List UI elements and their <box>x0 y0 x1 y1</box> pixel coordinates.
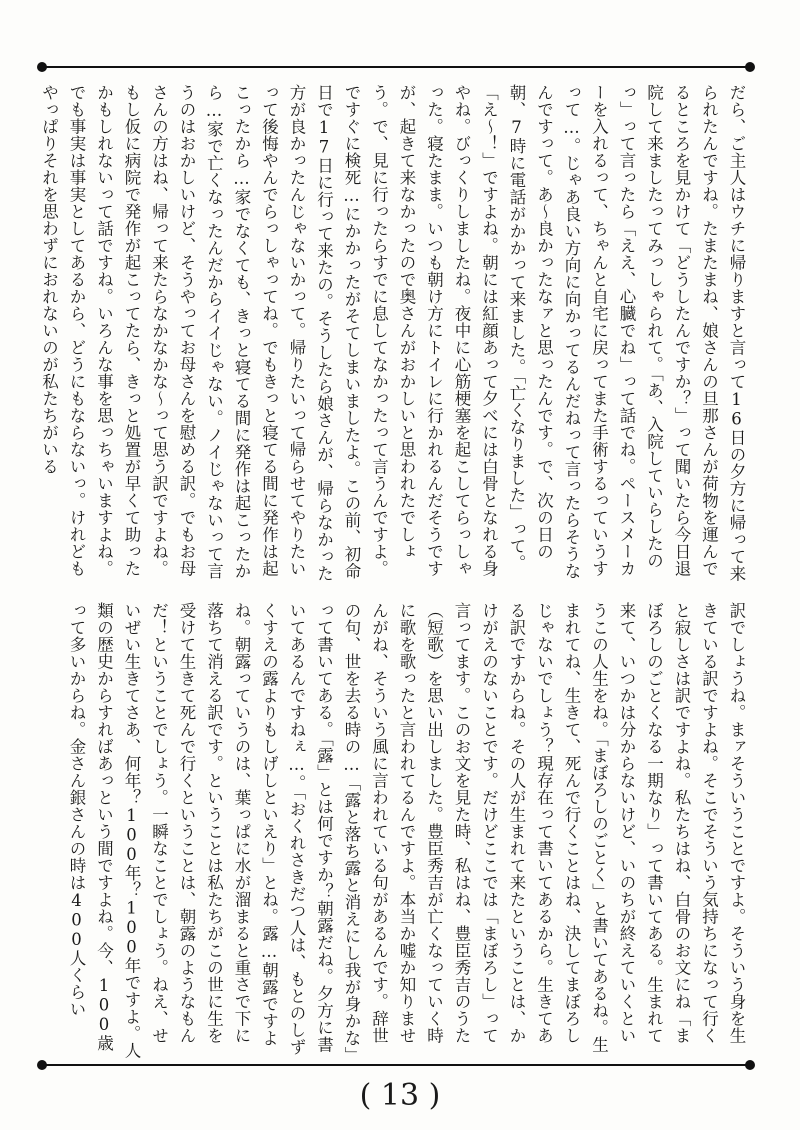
top-paragraph: だら、ご主人はウチに帰りますと言って16日の夕方に帰って来られたんですね。たまたまね、娘さんの旦那さんが荷物を運んでるところを見かけて「どうしたんですか？」って聞いたら今日退院して来ましたってみっしゃられて。「あ、入院していらしたのっ」って言ったら「ええ、心臓でね」って話でね。ペースメーカーを入れるって、ちゃんと自宅に戻ってまた手術するっていうすって…。じゃあ良い方向に向かってるんだねって言ったらそうなんですって。あ〜良かったなァと思ったんです。で、次の日の朝、7時に電話がかかって来ました。「亡くなりました」って。「え〜！」ですよね。朝には紅顔あって夕べには白骨となれる身やね。びっくりしましたね。夜中に心筋梗塞を起こしてらっしゃった。寝たまま。いつも朝け方にトイレに行かれるんだそうですが、起きて来なかったので奥さんがおかしいと思われたでしょう。で、見に行ったらすでに息してなかったって言うんですよ。ですぐに検死…にかかったがそてしまいましたよ。この前、初命日で17日に行って来たの。そうしたら娘さんが、帰らなかった方が良かったんじゃないかって。帰りたいって帰らせてやりたいって後悔やんでらっしゃってね。でもきっと寝てる間に発作は起こったから…家でなくても、きっと寝てる間に発作は起こったから…家で亡くなったんだからイイじゃない。ノイじゃないって言うのはおかしいけど、そうやってお母さんを慰める訳。でもお母さんの方はね、帰って来たらなかなかな〜って思う訳ですよね。もし仮に病院で発作が起こってたら、きっと処置が早くて助ったかもしれないって話ですね。いろんな事を思っちゃいますよね。でも事実は事実としてあるから、どうにもならないっ。けれどもやっぱりそれを思わずにおれないのが私たちがいる <box>39 84 746 582</box>
top-divider <box>40 66 752 68</box>
divider-dot-left <box>37 1060 47 1070</box>
top-text-block <box>39 84 750 584</box>
divider-dot-right <box>745 62 755 72</box>
bottom-text-block <box>50 602 750 1060</box>
divider-dot-left <box>37 62 47 72</box>
bottom-paragraph: 訳でしょうね。まァそういうことですよ。そういう身を生きている訳ですよね。そこでそういう気持ちになって行くと寂しさは訳ですよね。私たちはね、白骨のお文にね「まぼろしのごとくなる一期なり」って書いてある。生まれて来て、いつかは分からないけど、いのちが終えていくというこの人生をね。「まぼろしのごとく」と書いてあるね。生まれてね、生きて、死んで行くことはね、決してまぼろしじゃないでしょう？現存在って書いてあるから。生きてある訳ですからね。その人が生まれて来たということは、かけがえのないことです。だけどここでは「まぼろし」って言ってます。このお文を見た時、私はね、豊臣秀吉のうた（短歌）を思い出しました。豊臣秀吉が亡くなっていく時に歌を歌ったと言われてるんですよ。本当か嘘か知りませんがね、そういう風に言われている句があるんです。辞世の句、世を去る時の…「露と落ち露と消えにし我が身かな」って書いてある。「露」とは何ですか？朝露だね。夕方に書いてあるんですねぇ…。「おくれさきだつ人は、もとのしずくすえの露よりもしげしといえり」とね。露…朝露ですよね。朝露っていうのは、葉っぱに水が溜まると重さで下に落ちて消える訳です。ということは私たちがこの世に生を受けて生きて死んで行くということは、朝露のようなもんだ！ということでしょう。一瞬なことでしょう。ねえ、せいぜい生きてさあ、何年？100年？100年ですよ。人類の歴史からすればあっという間ですよね。今、100歳って多いからね。金さん銀さんの時は400人くらい <box>67 602 746 1059</box>
bottom-divider <box>40 1064 752 1066</box>
divider-dot-right <box>745 1060 755 1070</box>
page-number: ( 13 ) <box>359 1078 441 1113</box>
